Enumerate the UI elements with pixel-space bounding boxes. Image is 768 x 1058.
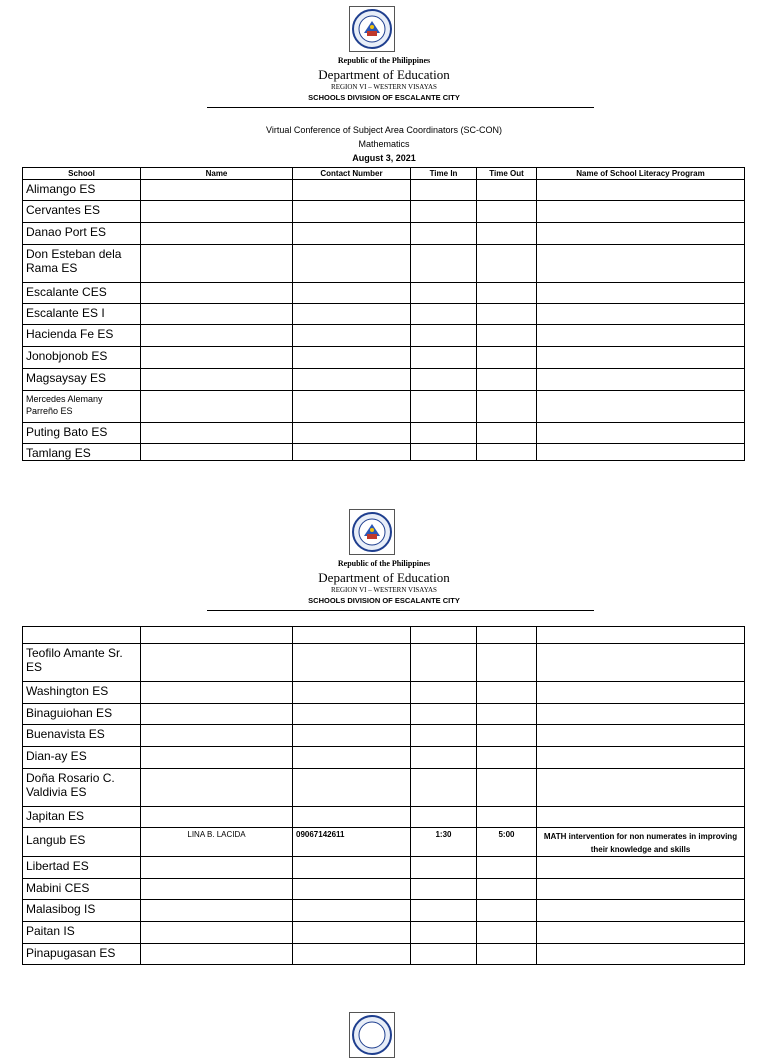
- table-row: [23, 644, 745, 682]
- contact-cell: [293, 444, 411, 461]
- deped-seal-icon: [349, 509, 395, 555]
- deped-seal-icon: [349, 1012, 395, 1058]
- table-header-row: [23, 168, 745, 180]
- table-row: [23, 857, 745, 879]
- program-cell: MATH intervention for non numerates in improving their knowledge and skills: [537, 828, 745, 857]
- division-heading: SCHOOLS DIVISION OF ESCALANTE CITY: [308, 596, 460, 605]
- time-in-cell: [411, 347, 477, 369]
- contact-cell: [293, 245, 411, 283]
- table-row: [23, 704, 745, 725]
- table-row: [23, 627, 745, 644]
- column-header-time-out: Time Out: [477, 168, 537, 180]
- name-cell: [141, 747, 293, 769]
- time-in-cell: [411, 879, 477, 900]
- contact-cell: [293, 627, 411, 644]
- time-in-cell: [411, 682, 477, 704]
- time-out-cell: [477, 223, 537, 245]
- school-cell: Buenavista ES: [23, 725, 141, 747]
- school-cell: Doña Rosario C. Valdivia ES: [23, 769, 141, 807]
- name-cell: [141, 627, 293, 644]
- name-cell: [141, 444, 293, 461]
- name-cell: [141, 223, 293, 245]
- program-cell: [537, 922, 745, 944]
- table-row: [23, 444, 745, 461]
- republic-heading: Republic of the Philippines: [337, 56, 431, 65]
- school-cell: Teofilo Amante Sr. ES: [23, 644, 141, 682]
- name-cell: [141, 644, 293, 682]
- time-in-cell: [411, 223, 477, 245]
- school-cell: Binaguiohan ES: [23, 704, 141, 725]
- table-row: [23, 283, 745, 304]
- time-out-cell: [477, 325, 537, 347]
- program-cell: [537, 627, 745, 644]
- name-cell: [141, 944, 293, 965]
- name-cell: [141, 725, 293, 747]
- time-in-cell: [411, 769, 477, 807]
- time-in-cell: [411, 245, 477, 283]
- school-cell: Magsaysay ES: [23, 369, 141, 391]
- school-cell: Libertad ES: [23, 857, 141, 879]
- program-cell: [537, 944, 745, 965]
- name-cell: [141, 304, 293, 325]
- table-row: [23, 922, 745, 944]
- department-heading: Department of Education: [318, 67, 450, 82]
- region-heading: REGION VI – WESTERN VISAYAS: [331, 83, 437, 91]
- table-row: [23, 769, 745, 807]
- program-cell: [537, 900, 745, 922]
- name-cell: LINA B. LACIDA: [141, 828, 293, 857]
- time-out-cell: [477, 747, 537, 769]
- time-in-cell: [411, 627, 477, 644]
- time-in-cell: [411, 325, 477, 347]
- time-out-cell: [477, 769, 537, 807]
- program-cell: [537, 245, 745, 283]
- name-cell: [141, 807, 293, 828]
- contact-cell: [293, 644, 411, 682]
- contact-cell: [293, 180, 411, 201]
- contact-cell: [293, 304, 411, 325]
- table-row: [23, 245, 745, 283]
- table-row: [23, 725, 745, 747]
- time-in-cell: [411, 391, 477, 423]
- time-in-cell: [411, 900, 477, 922]
- column-header-name: Name: [141, 168, 293, 180]
- school-cell: Don Esteban dela Rama ES: [23, 245, 141, 283]
- time-out-cell: [477, 423, 537, 444]
- program-cell: [537, 857, 745, 879]
- contact-cell: [293, 391, 411, 423]
- program-cell: [537, 201, 745, 223]
- time-out-cell: [477, 857, 537, 879]
- table-row: [23, 325, 745, 347]
- name-cell: [141, 180, 293, 201]
- table-row: [23, 201, 745, 223]
- contact-cell: [293, 725, 411, 747]
- time-out-cell: [477, 879, 537, 900]
- table-row: [23, 223, 745, 245]
- time-in-cell: [411, 423, 477, 444]
- column-header-time-in: Time In: [411, 168, 477, 180]
- contact-cell: [293, 283, 411, 304]
- time-out-cell: [477, 201, 537, 223]
- contact-cell: [293, 423, 411, 444]
- name-cell: [141, 879, 293, 900]
- time-out-cell: [477, 283, 537, 304]
- time-out-cell: [477, 922, 537, 944]
- contact-cell: [293, 223, 411, 245]
- name-cell: [141, 704, 293, 725]
- column-header-program: Name of School Literacy Program: [537, 168, 745, 180]
- school-cell: Alimango ES: [23, 180, 141, 201]
- time-out-cell: [477, 245, 537, 283]
- time-out-cell: [477, 180, 537, 201]
- contact-cell: 09067142611: [293, 828, 411, 857]
- name-cell: [141, 245, 293, 283]
- contact-cell: [293, 900, 411, 922]
- region-heading: REGION VI – WESTERN VISAYAS: [331, 586, 437, 594]
- table-row: [23, 900, 745, 922]
- time-out-cell: [477, 369, 537, 391]
- time-in-cell: [411, 201, 477, 223]
- time-in-cell: [411, 283, 477, 304]
- attendance-table-page-1: [22, 167, 745, 461]
- school-cell: Langub ES: [23, 828, 141, 857]
- conference-title: Virtual Conference of Subject Area Coordinators (SC-CON): [266, 125, 502, 135]
- contact-cell: [293, 747, 411, 769]
- program-cell: [537, 725, 745, 747]
- table-row: [23, 747, 745, 769]
- header-divider: [207, 107, 594, 108]
- conference-subject: Mathematics: [358, 139, 410, 149]
- name-cell: [141, 423, 293, 444]
- school-cell: Paitan IS: [23, 922, 141, 944]
- school-cell: [23, 627, 141, 644]
- program-cell: [537, 879, 745, 900]
- time-out-cell: [477, 347, 537, 369]
- time-out-cell: [477, 944, 537, 965]
- program-cell: [537, 807, 745, 828]
- contact-cell: [293, 922, 411, 944]
- program-cell: [537, 704, 745, 725]
- table-row: [23, 423, 745, 444]
- time-in-cell: [411, 747, 477, 769]
- school-cell: Cervantes ES: [23, 201, 141, 223]
- column-header-school: School: [23, 168, 141, 180]
- school-cell: Malasibog IS: [23, 900, 141, 922]
- name-cell: [141, 283, 293, 304]
- program-cell: [537, 369, 745, 391]
- contact-cell: [293, 944, 411, 965]
- school-cell: Tamlang ES: [23, 444, 141, 461]
- school-cell: Pinapugasan ES: [23, 944, 141, 965]
- contact-cell: [293, 369, 411, 391]
- school-cell: Escalante ES I: [23, 304, 141, 325]
- contact-cell: [293, 325, 411, 347]
- name-cell: [141, 900, 293, 922]
- program-cell: [537, 283, 745, 304]
- school-cell: Danao Port ES: [23, 223, 141, 245]
- name-cell: [141, 201, 293, 223]
- table-row: [23, 347, 745, 369]
- school-cell: Puting Bato ES: [23, 423, 141, 444]
- program-cell: [537, 444, 745, 461]
- time-in-cell: [411, 725, 477, 747]
- table-row: [23, 682, 745, 704]
- contact-cell: [293, 704, 411, 725]
- time-out-cell: [477, 444, 537, 461]
- header-divider: [207, 610, 594, 611]
- school-cell: Escalante CES: [23, 283, 141, 304]
- program-cell: [537, 223, 745, 245]
- time-out-cell: [477, 682, 537, 704]
- table-row: [23, 879, 745, 900]
- column-header-contact: Contact Number: [293, 168, 411, 180]
- program-cell: [537, 747, 745, 769]
- school-cell: Jonobjonob ES: [23, 347, 141, 369]
- table-row: [23, 391, 745, 423]
- table-row: [23, 369, 745, 391]
- table-row: [23, 304, 745, 325]
- school-cell: Mabini CES: [23, 879, 141, 900]
- name-cell: [141, 922, 293, 944]
- republic-heading: Republic of the Philippines: [337, 559, 431, 568]
- department-heading: Department of Education: [318, 570, 450, 585]
- program-cell: [537, 325, 745, 347]
- time-out-cell: [477, 704, 537, 725]
- school-cell: Washington ES: [23, 682, 141, 704]
- name-cell: [141, 369, 293, 391]
- program-cell: [537, 391, 745, 423]
- conference-date: August 3, 2021: [352, 153, 416, 163]
- program-cell: [537, 423, 745, 444]
- school-cell: Mercedes Alemany Parreño ES: [23, 391, 141, 423]
- name-cell: [141, 769, 293, 807]
- time-in-cell: [411, 704, 477, 725]
- school-cell: Hacienda Fe ES: [23, 325, 141, 347]
- contact-cell: [293, 682, 411, 704]
- time-out-cell: [477, 304, 537, 325]
- time-out-cell: [477, 644, 537, 682]
- contact-cell: [293, 769, 411, 807]
- time-in-cell: 1:30: [411, 828, 477, 857]
- deped-seal-icon: [349, 6, 395, 52]
- name-cell: [141, 391, 293, 423]
- contact-cell: [293, 807, 411, 828]
- time-in-cell: [411, 444, 477, 461]
- time-in-cell: [411, 857, 477, 879]
- program-cell: [537, 304, 745, 325]
- time-out-cell: 5:00: [477, 828, 537, 857]
- contact-cell: [293, 857, 411, 879]
- division-heading: SCHOOLS DIVISION OF ESCALANTE CITY: [308, 93, 460, 102]
- program-cell: [537, 347, 745, 369]
- time-in-cell: [411, 644, 477, 682]
- table-row: [23, 807, 745, 828]
- time-out-cell: [477, 900, 537, 922]
- time-out-cell: [477, 807, 537, 828]
- attendance-table-page-2: [22, 626, 745, 965]
- time-in-cell: [411, 807, 477, 828]
- program-cell: [537, 180, 745, 201]
- time-in-cell: [411, 369, 477, 391]
- program-cell: [537, 769, 745, 807]
- contact-cell: [293, 347, 411, 369]
- time-in-cell: [411, 922, 477, 944]
- time-out-cell: [477, 627, 537, 644]
- school-cell: Dian-ay ES: [23, 747, 141, 769]
- name-cell: [141, 857, 293, 879]
- time-out-cell: [477, 725, 537, 747]
- contact-cell: [293, 879, 411, 900]
- program-cell: [537, 682, 745, 704]
- name-cell: [141, 347, 293, 369]
- time-out-cell: [477, 391, 537, 423]
- time-in-cell: [411, 180, 477, 201]
- time-in-cell: [411, 304, 477, 325]
- program-cell: [537, 644, 745, 682]
- table-row: [23, 828, 745, 857]
- name-cell: [141, 325, 293, 347]
- name-cell: [141, 682, 293, 704]
- school-cell: Japitan ES: [23, 807, 141, 828]
- contact-cell: [293, 201, 411, 223]
- table-row: [23, 180, 745, 201]
- table-row: [23, 944, 745, 965]
- time-in-cell: [411, 944, 477, 965]
